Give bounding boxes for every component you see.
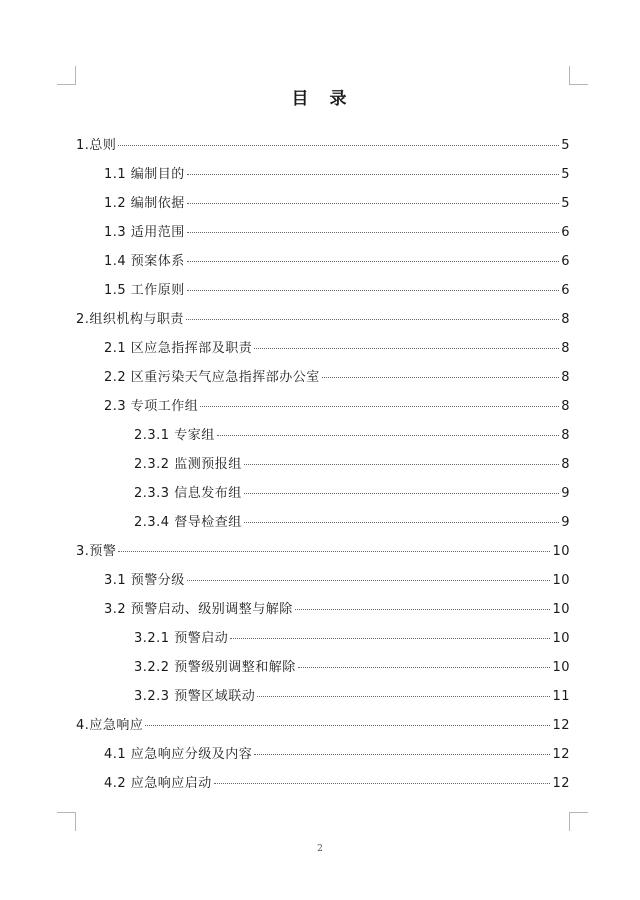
- toc-entry-label: 2.2 区重污染天气应急指挥部办公室: [104, 370, 320, 385]
- toc-entry-label: 4.2 应急响应启动: [104, 776, 212, 791]
- toc-title: 目 录: [291, 89, 349, 109]
- toc-entry-page: 5: [561, 167, 570, 182]
- toc-entry-page: 9: [561, 515, 570, 530]
- toc-dot-leader: [187, 580, 551, 581]
- toc-entry-page: 6: [561, 283, 570, 298]
- toc-dot-leader: [187, 290, 559, 291]
- toc-entry-label: 3.2.2 预警级别调整和解除: [134, 660, 296, 675]
- toc-entry-label: 3.2 预警启动、级别调整与解除: [104, 602, 293, 617]
- toc-entry-page: 12: [552, 747, 570, 762]
- toc-entry-label: 3.2.3 预警区域联动: [134, 689, 256, 704]
- toc-dot-leader: [217, 435, 560, 436]
- toc-entry[interactable]: [76, 134, 570, 154]
- toc-entry[interactable]: [104, 279, 570, 299]
- toc-entry[interactable]: [134, 482, 570, 502]
- toc-entry-page: 10: [552, 660, 570, 675]
- toc-entry-label: 1.2 编制依据: [104, 196, 185, 211]
- toc-dot-leader: [145, 725, 550, 726]
- toc-entry[interactable]: [104, 221, 570, 241]
- toc-dot-leader: [244, 493, 560, 494]
- toc-entry-label: 2.1 区应急指挥部及职责: [104, 341, 253, 356]
- toc-entry-label: 2.3 专项工作组: [104, 399, 199, 414]
- toc-entry-label: 1.5 工作原则: [104, 283, 185, 298]
- toc-dot-leader: [257, 696, 550, 697]
- toc-entry-page: 8: [561, 399, 570, 414]
- toc-entry-page: 5: [561, 196, 570, 211]
- toc-entry-page: 8: [561, 312, 570, 327]
- toc-entry-label: 1.1 编制目的: [104, 167, 185, 182]
- toc-entry-page: 10: [552, 544, 570, 559]
- toc-dot-leader: [186, 319, 559, 320]
- toc-dot-leader: [187, 261, 559, 262]
- toc-dot-leader: [322, 377, 559, 378]
- toc-entry[interactable]: [104, 192, 570, 212]
- toc-entry-page: 10: [552, 631, 570, 646]
- toc-entry[interactable]: [104, 250, 570, 270]
- toc-entry-page: 8: [561, 457, 570, 472]
- toc-dot-leader: [244, 464, 560, 465]
- page-number: 2: [317, 844, 323, 854]
- toc-entry-page: 11: [552, 689, 570, 704]
- toc-entry-label: 1.总则: [76, 138, 117, 153]
- toc-entry-page: 8: [561, 428, 570, 443]
- toc-entry[interactable]: [104, 569, 570, 589]
- toc-entry[interactable]: [76, 540, 570, 560]
- toc-entry-label: 3.2.1 预警启动: [134, 631, 229, 646]
- toc-entry-page: 8: [561, 341, 570, 356]
- toc-entry-page: 12: [552, 776, 570, 791]
- crop-mark-top-right: [569, 66, 588, 85]
- toc-entry-label: 4.1 应急响应分级及内容: [104, 747, 253, 762]
- toc-entry[interactable]: [104, 598, 570, 618]
- toc-dot-leader: [230, 638, 550, 639]
- toc-entry-page: 10: [552, 573, 570, 588]
- toc-entry-page: 10: [552, 602, 570, 617]
- toc-dot-leader: [298, 667, 551, 668]
- toc-dot-leader: [254, 754, 550, 755]
- toc-entry[interactable]: [104, 743, 570, 763]
- toc-entry[interactable]: [104, 395, 570, 415]
- toc-entry-page: 6: [561, 225, 570, 240]
- crop-mark-bottom-left: [57, 812, 76, 831]
- toc-entry[interactable]: [104, 337, 570, 357]
- toc-dot-leader: [244, 522, 560, 523]
- toc-entry-label: 1.3 适用范围: [104, 225, 185, 240]
- toc-entry-label: 1.4 预案体系: [104, 254, 185, 269]
- toc-entry-page: 8: [561, 370, 570, 385]
- toc-entry[interactable]: [134, 685, 570, 705]
- crop-mark-bottom-right: [569, 812, 588, 831]
- toc-entry-page: 12: [552, 718, 570, 733]
- toc-entry[interactable]: [134, 511, 570, 531]
- toc-entry[interactable]: [134, 453, 570, 473]
- crop-mark-top-left: [57, 66, 76, 85]
- toc-entry[interactable]: [76, 308, 570, 328]
- toc-dot-leader: [295, 609, 551, 610]
- toc-dot-leader: [200, 406, 559, 407]
- toc-entry-label: 2.3.1 专家组: [134, 428, 215, 443]
- toc-dot-leader: [187, 174, 559, 175]
- toc-entry-label: 2.3.4 督导检查组: [134, 515, 242, 530]
- toc-entry-label: 4.应急响应: [76, 718, 144, 733]
- toc-entry[interactable]: [104, 366, 570, 386]
- toc-entry-label: 3.1 预警分级: [104, 573, 185, 588]
- toc-entry[interactable]: [134, 627, 570, 647]
- toc-entry-label: 2.3.3 信息发布组: [134, 486, 242, 501]
- toc-entry-page: 6: [561, 254, 570, 269]
- toc-dot-leader: [187, 203, 559, 204]
- toc-dot-leader: [118, 145, 559, 146]
- toc-entry-label: 3.预警: [76, 544, 117, 559]
- toc-dot-leader: [118, 551, 550, 552]
- toc-entry[interactable]: [134, 424, 570, 444]
- toc-entry[interactable]: [104, 772, 570, 792]
- toc-entry[interactable]: [134, 656, 570, 676]
- toc-entry-page: 9: [561, 486, 570, 501]
- toc-entry-label: 2.组织机构与职责: [76, 312, 184, 327]
- toc-entry-label: 2.3.2 监测预报组: [134, 457, 242, 472]
- toc-dot-leader: [214, 783, 551, 784]
- toc-entry[interactable]: [104, 163, 570, 183]
- toc-entry-page: 5: [561, 138, 570, 153]
- toc-dot-leader: [187, 232, 559, 233]
- toc-dot-leader: [254, 348, 559, 349]
- toc-entry[interactable]: [76, 714, 570, 734]
